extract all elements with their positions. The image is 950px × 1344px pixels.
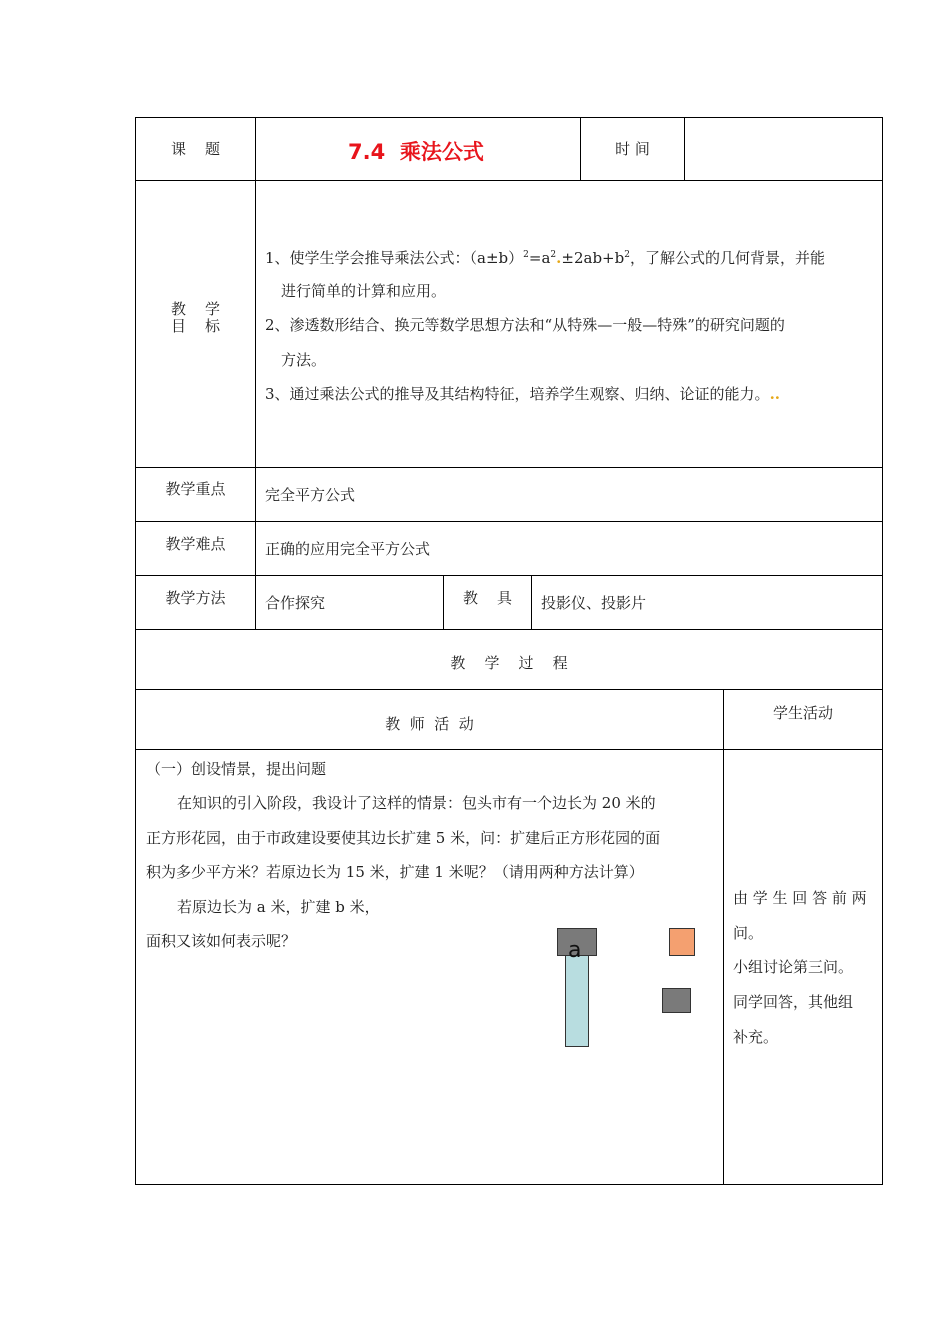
method-value: 合作探究 xyxy=(265,594,326,612)
table-rule xyxy=(135,749,883,750)
table-rule-vertical xyxy=(684,117,685,181)
difficulty-value: 正确的应用完全平方公式 xyxy=(265,540,431,558)
table-rule-vertical xyxy=(723,689,724,1185)
tools-value: 投影仪、投影片 xyxy=(541,594,647,612)
figure-gray-square-small xyxy=(662,988,691,1013)
figure-tall-rectangle xyxy=(565,953,589,1047)
paragraph-line: 正方形花园，由于市政建设要使其边长扩建 5 米，问：扩建后正方形花园的面 xyxy=(146,829,661,847)
objective-item-1-line2: 进行简单的计算和应用。 xyxy=(281,282,447,300)
table-border-left xyxy=(135,117,136,1185)
key-point-value: 完全平方公式 xyxy=(265,486,356,504)
table-rule-vertical xyxy=(531,575,532,630)
table-rule xyxy=(135,521,883,522)
difficulty-label: 教学难点 xyxy=(165,535,226,553)
table-rule xyxy=(135,467,883,468)
student-activity-line: 小组讨论第三问。 xyxy=(733,958,854,976)
teacher-activity-heading: 教 师 活 动 xyxy=(385,715,474,733)
student-activity-heading: 学生活动 xyxy=(772,704,833,722)
table-rule xyxy=(135,689,883,690)
student-activity-line: 由 学 生 回 答 前 两 xyxy=(733,889,867,907)
marker-dot: . xyxy=(556,249,562,267)
table-border-bottom xyxy=(135,1184,883,1185)
objective-item-3: 3、通过乘法公式的推导及其结构特征，培养学生观察、归纳、论证的能力。.. xyxy=(265,385,781,403)
table-rule xyxy=(135,575,883,576)
objectives-label-line2: 目 标 xyxy=(170,317,221,335)
objective-item-2: 2、渗透数形结合、换元等数学思想方法和“从特殊—一般—特殊”的研究问题的 xyxy=(265,316,785,334)
lesson-title: 7.4 乘法公式 xyxy=(348,140,484,164)
table-border-top xyxy=(135,117,883,118)
subject-label: 课 题 xyxy=(170,140,221,158)
process-heading: 教 学 过 程 xyxy=(450,654,568,672)
paragraph-line: 在知识的引入阶段，我设计了这样的情景：包头市有一个边长为 20 米的 xyxy=(177,794,656,812)
student-activity-line: 问。 xyxy=(733,924,764,942)
table-rule-vertical xyxy=(255,117,256,630)
method-label: 教学方法 xyxy=(165,589,226,607)
objectives-label-line1: 教 学 xyxy=(170,300,221,318)
table-rule xyxy=(135,180,883,181)
student-activity-line: 同学回答，其他组 xyxy=(733,993,854,1011)
student-activity-line: 补充。 xyxy=(733,1028,779,1046)
marker-dot: .. xyxy=(769,385,781,403)
figure-orange-square xyxy=(669,928,695,956)
paragraph-line: 若原边长为 a 米，扩建 b 米， xyxy=(177,898,380,916)
table-rule xyxy=(135,629,883,630)
time-label: 时 间 xyxy=(615,140,650,158)
section-title: （一）创设情景，提出问题 xyxy=(146,760,327,778)
paragraph-line: 面积又该如何表示呢？ xyxy=(146,932,297,950)
objective-item-2-line2: 方法。 xyxy=(281,351,327,369)
key-point-label: 教学重点 xyxy=(165,480,226,498)
tools-label: 教 具 xyxy=(462,589,513,607)
figure-label-a: a xyxy=(568,938,582,963)
table-border-right xyxy=(882,117,883,1185)
objective-item-1: 1、使学生学会推导乘法公式：$(a\pm b)^2=a^2.\pm 2ab+b^2$，了解公式的几何背景，并能 xyxy=(265,249,825,267)
paragraph-line: 积为多少平方米？若原边长为 15 米，扩建 1 米呢？（请用两种方法计算） xyxy=(146,863,644,881)
